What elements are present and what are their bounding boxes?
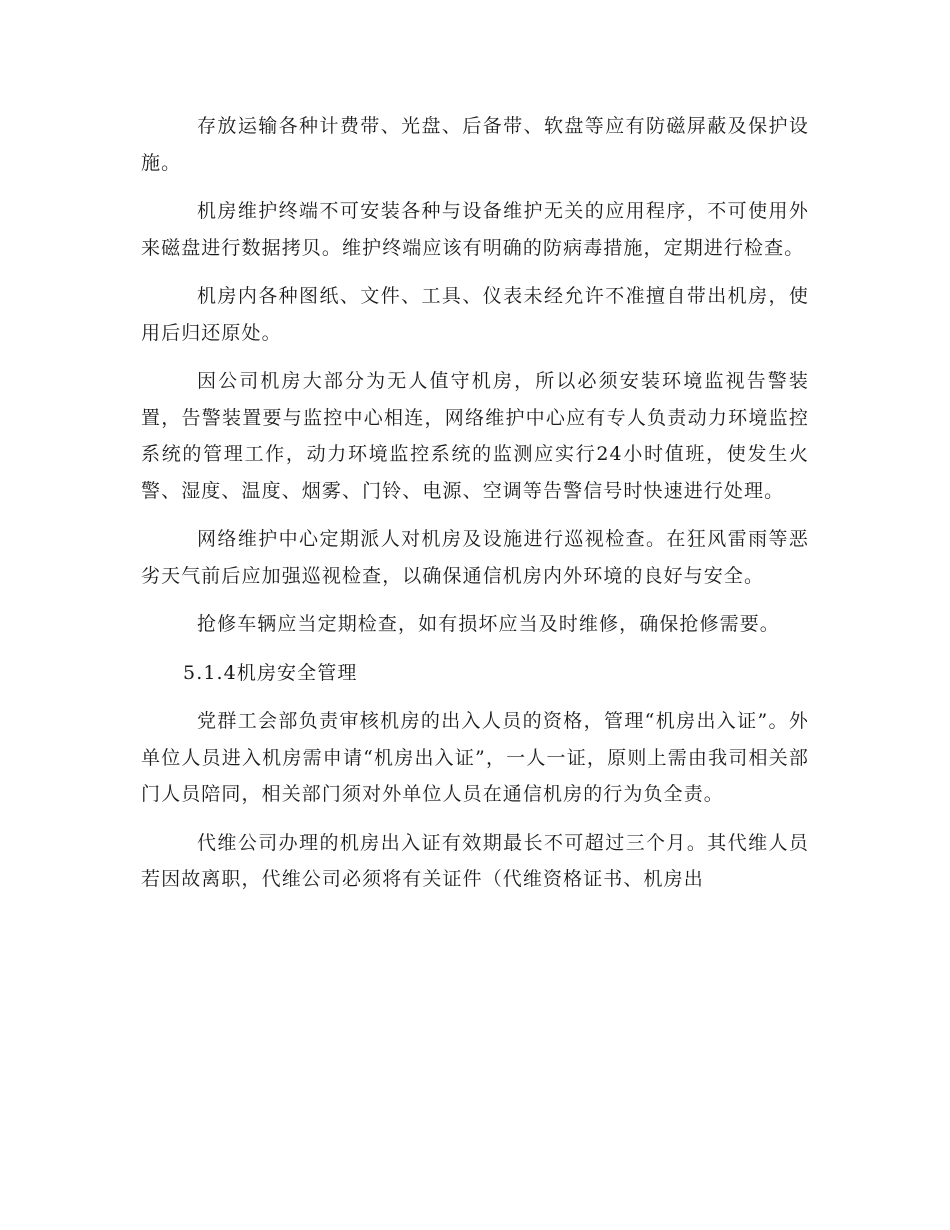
paragraph-drawings-tools: 机房内各种图纸、文件、工具、仪表未经允许不准擅自带出机房，使用后归还原处。 [141,285,809,344]
paragraph-patrol-inspection: 网络维护中心定期派人对机房及设施进行巡视检查。在狂风雷雨等恶劣天气前后应加强巡视检查，以确保通信机房内外环境的良好与安全。 [141,528,809,587]
paragraph-environment-monitoring: 因公司机房大部分为无人值守机房，所以必须安装环境监视告警装置，告警装置要与监控中心相连，网络维护中心应有专人负责动力环境监控系统的管理工作，动力环境监控系统的监测应实行24小时值班，使发生火警、湿度、温度、烟雾、门铃、电源、空调等告警信号时快速进行处理。 [141,370,809,502]
paragraph-access-qualification: 党群工会部负责审核机房的出入人员的资格，管理“机房出入证”。外单位人员进入机房需申请“机房出入证”，一人一证，原则上需由我司相关部门人员陪同，相关部门须对外单位人员在通信机房的行为负全责。 [141,710,809,805]
paragraph-access-validity: 代维公司办理的机房出入证有效期最长不可超过三个月。其代维人员若因故离职，代维公司必须将有关证件（代维资格证书、机房出 [141,831,809,890]
paragraph-repair-vehicles: 抢修车辆应当定期检查，如有损坏应当及时维修，确保抢修需要。 [197,613,780,635]
document-body [141,108,809,910]
paragraph-maintenance-terminal: 机房维护终端不可安装各种与设备维护无关的应用程序，不可使用外来磁盘进行数据拷贝。维护终端应该有明确的防病毒措施，定期进行检查。 [141,200,809,259]
section-heading: 5.1.4机房安全管理 [183,661,358,684]
paragraph-media-storage: 存放运输各种计费带、光盘、后备带、软盘等应有防磁屏蔽及保护设施。 [141,115,809,174]
